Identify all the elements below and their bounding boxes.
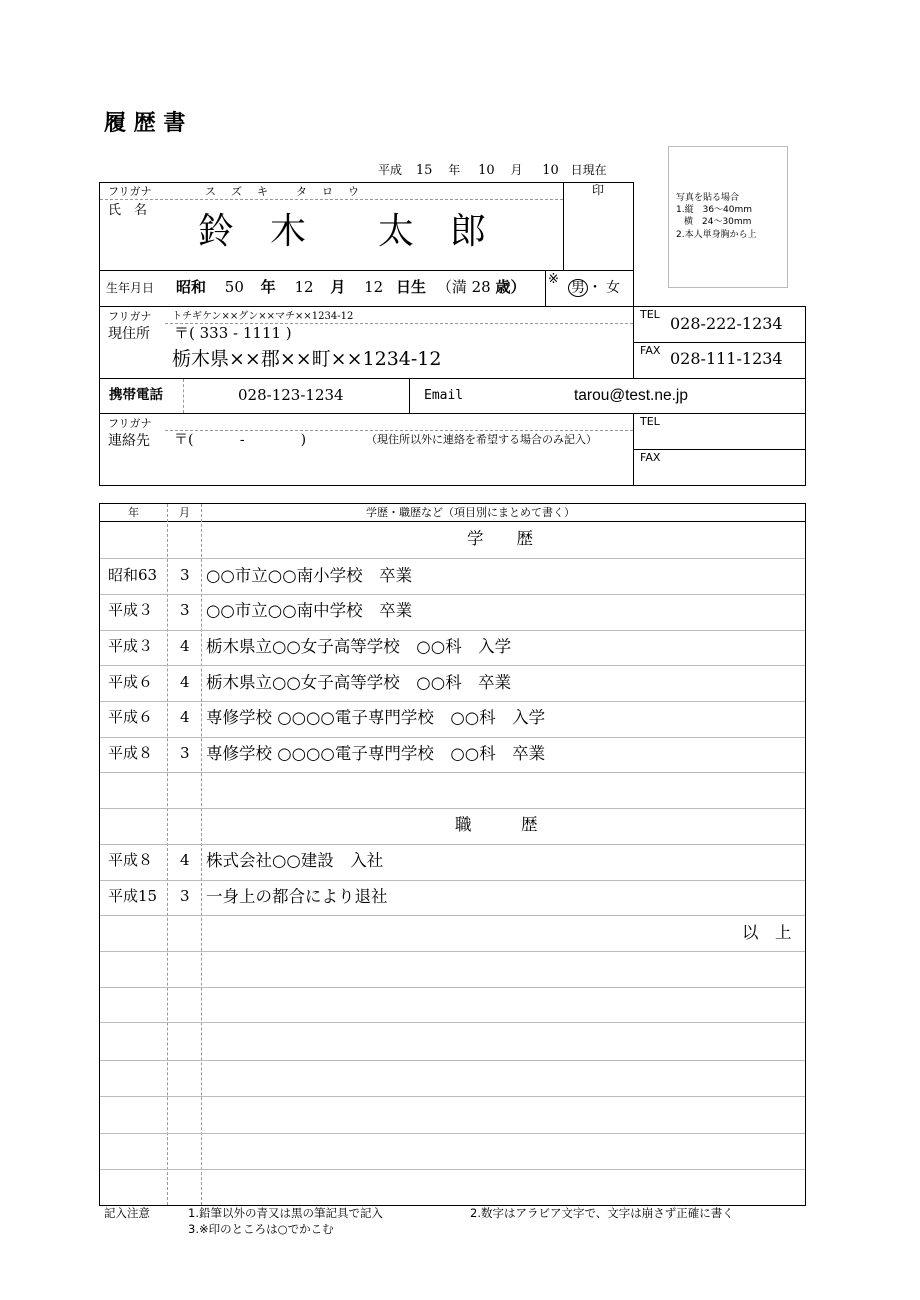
- address-fax: 028-111-1234: [670, 349, 783, 368]
- birth-year: 50: [224, 278, 244, 296]
- gender-note-mark: ※: [548, 272, 559, 287]
- name-value: 鈴 木 太 郎: [198, 211, 487, 252]
- note-3: 3.※印のところは○でかこむ: [188, 1222, 334, 1236]
- age-value: 28: [471, 278, 491, 296]
- photo-note-4: 2.本人単身胸から上: [676, 230, 757, 240]
- table-row: [100, 844, 805, 880]
- age-prefix: （満: [436, 278, 467, 296]
- contact-note: （現住所以外に連絡を希望する場合のみ記入）: [366, 433, 597, 446]
- row-text: ○○市立○○南中学校 卒業: [206, 601, 413, 620]
- seal-label: 印: [592, 183, 605, 197]
- birth-label: 生年月日: [106, 281, 155, 295]
- address-furigana-label: フリガナ: [108, 310, 152, 323]
- row-month: 4: [180, 708, 190, 726]
- row-month: 4: [180, 673, 190, 691]
- history-header-content: 学歴・職歴など（項目別にまとめて書く）: [366, 506, 575, 519]
- date-line: [378, 164, 607, 177]
- address-tel-label: TEL: [640, 308, 660, 321]
- table-row: [100, 880, 805, 916]
- birth-month: 12: [294, 278, 314, 296]
- mobile-label: 携帯電話: [109, 387, 163, 403]
- birth-era: 昭和: [176, 278, 207, 296]
- contact-postal: 〒( - ): [174, 432, 307, 448]
- history-header-year: 年: [128, 506, 139, 519]
- birth-day-unit: 日生: [396, 278, 427, 296]
- table-row: [100, 559, 805, 595]
- birth-month-unit: 月: [330, 278, 346, 296]
- row-month: 3: [180, 601, 190, 619]
- contact-tel-label: TEL: [640, 415, 660, 428]
- date-month: 10: [478, 163, 495, 178]
- row-text: ○○市立○○南小学校 卒業: [206, 566, 413, 585]
- gender-male-circled: 男: [568, 279, 588, 297]
- date-era: 平成: [378, 163, 403, 177]
- email-value: tarou@test.ne.jp: [574, 387, 688, 404]
- row-year: 平成３: [108, 637, 154, 655]
- address-postal: 〒( 333 - 1111 ): [174, 324, 292, 342]
- row-year: 平成８: [108, 851, 154, 869]
- row-text: 栃木県立○○女子高等学校 ○○科 入学: [206, 637, 512, 656]
- row-year: 昭和63: [108, 566, 158, 584]
- photo-note-3: 横 24～30mm: [684, 217, 752, 227]
- note-1: 1.鉛筆以外の青又は黒の筆記具で記入: [188, 1206, 383, 1220]
- birth-year-unit: 年: [260, 278, 276, 296]
- table-row: [100, 666, 805, 702]
- date-day: 10: [542, 163, 559, 178]
- notes-label: 記入注意: [104, 1206, 150, 1220]
- contact-furigana-label: フリガナ: [108, 417, 152, 430]
- birth-day: 12: [364, 278, 384, 296]
- date-suffix: 日現在: [570, 163, 607, 177]
- row-text: 専修学校 ○○○○電子専門学校 ○○科 卒業: [206, 744, 546, 763]
- history-header-month: 月: [179, 506, 190, 519]
- row-month: 3: [180, 566, 190, 584]
- gender-separator: ・: [588, 280, 602, 296]
- row-year: 平成６: [108, 673, 154, 691]
- contact-label: 連絡先: [108, 433, 150, 449]
- row-month: 3: [180, 744, 190, 762]
- row-year: 平成15: [108, 887, 158, 905]
- row-month: 4: [180, 637, 190, 655]
- name-furigana-label: フリガナ: [108, 185, 152, 198]
- photo-note-2: 1.縦 36～40mm: [676, 205, 753, 215]
- date-month-unit: 月: [510, 163, 523, 177]
- row-text: 一身上の都合により退社: [206, 887, 388, 906]
- gender-female: 女: [606, 280, 620, 296]
- email-label: Email: [424, 388, 464, 403]
- name-label: 氏 名: [108, 203, 148, 218]
- history-end: 以 上: [742, 923, 792, 942]
- mobile-value: 028-123-1234: [238, 386, 344, 404]
- birth-line: [176, 280, 526, 295]
- row-text: 株式会社○○建設 入社: [206, 851, 384, 870]
- address-label: 現住所: [108, 326, 150, 342]
- gender-options: [568, 279, 620, 297]
- contact-fax-label: FAX: [640, 451, 661, 464]
- photo-note-1: 写真を貼る場合: [676, 193, 740, 203]
- education-heading: 学 歴: [467, 529, 533, 548]
- row-year: 平成６: [108, 708, 154, 726]
- career-heading: 職 歴: [455, 815, 538, 834]
- row-text: 栃木県立○○女子高等学校 ○○科 卒業: [206, 673, 512, 692]
- page-title: 履 歴 書: [104, 111, 186, 136]
- table-row: [100, 701, 805, 737]
- row-year: 平成３: [108, 601, 154, 619]
- name-furigana: ス ズ キ タ ロ ウ: [205, 185, 361, 198]
- address-furigana: トチギケン××グン××マチ××1234-12: [172, 311, 354, 322]
- table-row: [100, 594, 805, 630]
- row-text: 専修学校 ○○○○電子専門学校 ○○科 入学: [206, 708, 546, 727]
- table-row: [100, 630, 805, 666]
- date-year: 15: [415, 163, 433, 178]
- age-suffix: 歳）: [495, 278, 526, 296]
- address-value: 栃木県××郡××町××1234-12: [172, 348, 442, 370]
- address-fax-label: FAX: [640, 344, 661, 357]
- row-year: 平成８: [108, 744, 154, 762]
- address-tel: 028-222-1234: [670, 314, 783, 333]
- row-month: 3: [180, 887, 190, 905]
- note-2: 2.数字はアラビア文字で、文字は崩さず正確に書く: [470, 1206, 734, 1220]
- row-month: 4: [180, 851, 190, 869]
- table-row: [100, 737, 805, 773]
- date-year-unit: 年: [448, 163, 461, 177]
